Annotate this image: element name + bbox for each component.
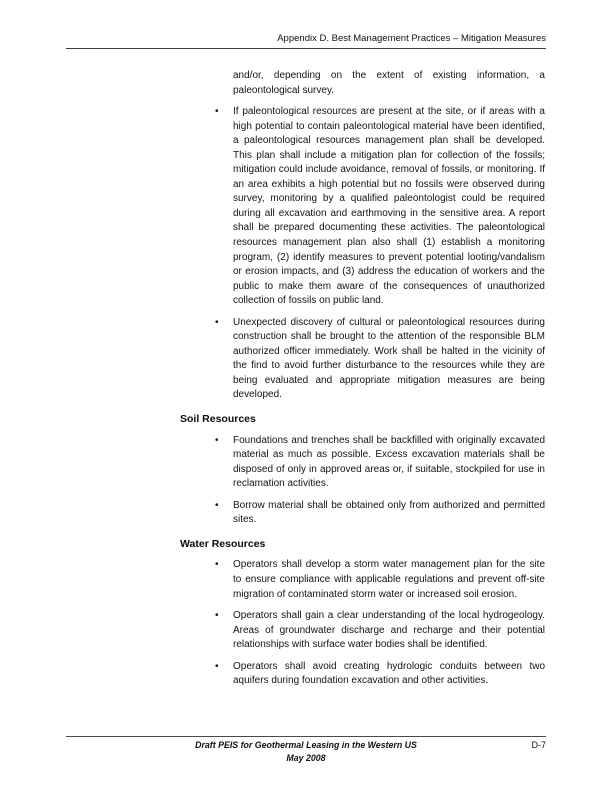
- running-header-text: Appendix D. Best Management Practices – Mitigation Measures: [277, 33, 546, 44]
- bullet-item: [215, 434, 545, 492]
- bullet-icon: •: [215, 559, 219, 571]
- bullet-item: [215, 558, 545, 602]
- bullet-text-hydrologic-conduits: Operators shall avoid creating hydrologic conduits between two aquifers during foundation excavation and other activities.: [233, 660, 545, 687]
- bullet-item: [215, 316, 545, 403]
- footer-doc-title: Draft PEIS for Geothermal Leasing in the Western US: [195, 740, 417, 750]
- footer-line: [66, 740, 546, 751]
- bullet-item: [215, 660, 545, 689]
- bullet-icon: •: [215, 106, 219, 118]
- bullet-icon: •: [215, 316, 219, 328]
- bullet-icon: •: [215, 660, 219, 672]
- bullet-icon: •: [215, 434, 219, 446]
- bullet-item: [215, 499, 545, 528]
- page-content: [180, 69, 545, 689]
- bullet-text-hydrogeology: Operators shall gain a clear understanding of the local hydrogeology. Areas of groundwater discharge and recharge and their potential relationships with surface water bodies shall be identified.: [233, 610, 545, 651]
- bullet-text-borrow-material: Borrow material shall be obtained only from authorized and permitted sites.: [233, 499, 545, 526]
- bullet-text-storm-water-plan: Operators shall develop a storm water management plan for the site to ensure compliance with applicable regulations and prevent off-site migration of contaminated storm water or increased soil erosion.: [233, 559, 545, 600]
- bullet-icon: •: [215, 610, 219, 622]
- page-header: [66, 33, 546, 49]
- bullet-text-paleo-plan: If paleontological resources are present at the site, or if areas with a high potential to contain paleontological material have been identified, a paleontological resources management plan shall be developed. This plan shall include a mitigation plan for collection of the fossils; mitigation could include avoidance, removal of fossils, or monitoring. If an area exhibits a high potential but no fossils were observed during survey, monitoring by a qualified paleontologist could be required during all excavation and earthmoving in the sensitive area. A report shall be prepared documenting these activities. The paleontological resources management plan also shall (1) establish a monitoring program, (2) identify measures to prevent potential looting/vandalism or erosion impacts, and (3) address the education of workers and the public to make them aware of the consequences of unauthorized collection of fossils on public land.: [233, 106, 545, 307]
- section-heading-soil-resources: Soil Resources: [180, 413, 256, 426]
- bullet-item: [215, 105, 545, 309]
- bullet-icon: •: [215, 499, 219, 511]
- footer-date: May 2008: [286, 753, 326, 763]
- bullet-text-unexpected-discovery: Unexpected discovery of cultural or paleontological resources during construction shall be brought to the attention of the responsible BLM authorized officer immediately. Work shall be halted in the vicinity of the find to avoid further disturbance to the resources while they are being evaluated and appropriate mitigation measures are being developed.: [233, 316, 545, 401]
- bullet-item: [215, 609, 545, 653]
- section-heading-water-resources: Water Resources: [180, 537, 266, 550]
- page-footer: [66, 736, 546, 764]
- bullet-text-foundations: Foundations and trenches shall be backfilled with originally excavated material as much as possible. Excess excavation materials shall be disposed of only in approved areas or, if suitable, stockpiled for use in reclamation activities.: [233, 434, 545, 490]
- footer-page-number: D-7: [531, 740, 546, 750]
- intro-paragraph: and/or, depending on the extent of existing information, a paleontological survey.: [233, 70, 545, 96]
